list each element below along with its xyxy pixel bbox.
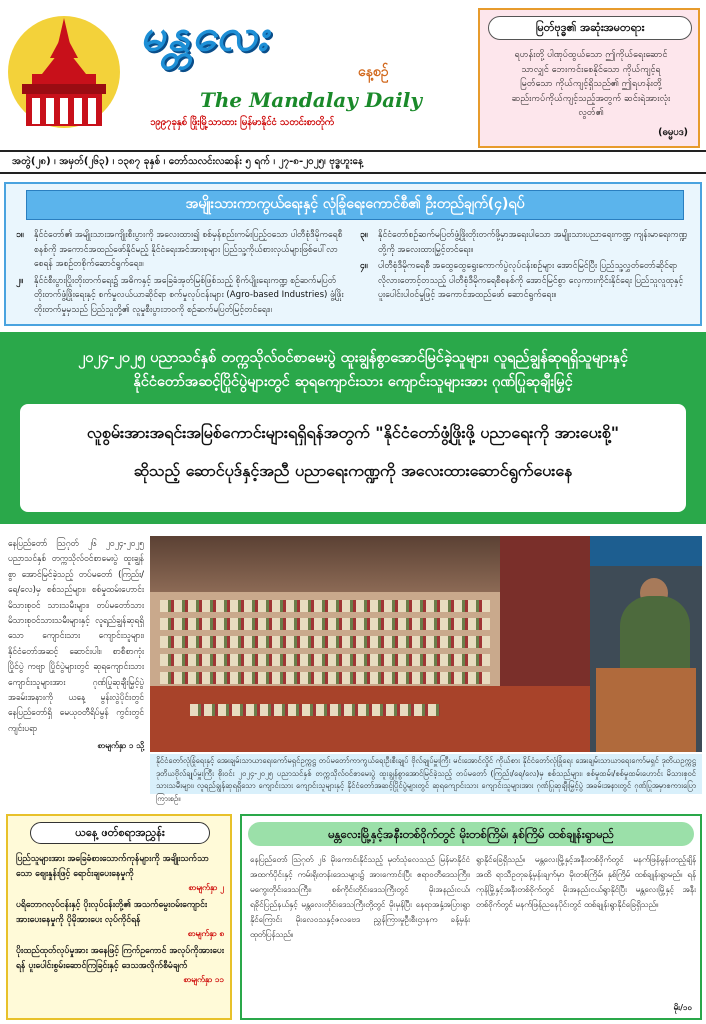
objective-item (16, 274, 346, 318)
dhamma-quote-line: ရဟန်းတို့ ပါဏုပ်ထွယ်သော ဤကိုယ်ရေးဆောင် (514, 50, 668, 60)
dhamma-quote-box (478, 8, 700, 148)
headline-line-1: ၂၀၂၄-၂၀၂၅ ပညာသင်နှစ် တက္ကသိုလ်ဝင်စာမေးပွဲ ထူးချွန်စွာအောင်မြင်ခဲ့သူများ၊ လူရည်ချွန်ဆုရရှိသူများနှင့် (78, 350, 628, 366)
speaker-podium (596, 668, 696, 752)
objectives-left-column (16, 228, 346, 319)
dhamma-quote-line: သာလျှင် ဘေးကင်းစေနိုင်သော ကိုယ်ကျင့်ရ (521, 64, 661, 75)
headline-quote-box (20, 404, 686, 512)
audience-row (160, 618, 490, 630)
index-page-ref: စာမျက်နှာ ၈ (187, 929, 224, 938)
objective-text: နိုင်ငံစီးပွားပြိုးတိုးတက်ရေး၌ အဓိကနှင့် အခြေခံအုတ်မြစ်ဖြစ်သည့် စိုက်ပျိုးရေးကဏ္ဍ စဉ်ဆက်မပြတ်တိုးတက်ဖွံ့ဖြိုးရေးနှင့် စက်မှုလယ်ယာဆိုင်ရာ စက်မှုလုပ်ငန်းများ (Agro-based Industries) ဖွံ့ဖြိုးတိုးတက်မှုမှသည် ပြည်သူတို့၏ လူမှုစီးပွားဘဝကို စဉ်ဆက်မပြတ်မြင့်တင်ရေး။ (34, 275, 344, 315)
dhamma-quote-source: (ဓမ္မပဒ) (658, 127, 688, 138)
audience-row (160, 654, 490, 666)
audience-row (160, 636, 490, 648)
lead-story-text: နေပြည်တော် ဩဂုတ် ၂၆ ၂၀၂၄-၂၀၂၅ ပညာသင်နှစ် တက္ကသိုလ်ဝင်စာမေးပွဲ ထူးချွန်စွာ အောင်မြင်ခဲ့သည့် တပ်မတော် (ကြည်း/ရေ/လေ)မှ စစ်သည်များ၊ စစ်မှုထမ်းဟောင်းမိသားစုဝင် သားသမီးများ၊ တပ်မတော်သားမိသားစုဝင်သားသမီးများနှင့် လူရည်ချွန်ဆုရရှိသော ကျောင်းသား ကျောင်းသူများ၊ နိုင်ငံတော်အဆင့် ဆောင်းပါး၊ စာစီစာကုံး ပြိုင်ပွဲ ကဗျာ ပြိုင်ပွဲများတွင် ဆုရကျောင်းသား ကျောင်းသူများအား ဂုဏ်ပြုဆုချီးမြှင့်ပွဲ အခမ်းအနားကို ယနေ့ မွန်းလွဲပိုင်းတွင် နေပြည်တော်ရှိ မေယုဝတီရိပ်မွန် ကွင်းတွင် ကျင်းပရာ (8, 538, 144, 733)
objectives-title: အမျိုးသားကာကွယ်ရေးနှင့် လုံခြုံရေးကောင်စီ၏ ဦးတည်ချက်(၄)ရပ် (26, 190, 684, 220)
objective-text: ပါတီစုံဒီမိုကရေစီ အထွေထွေရွေးကောက်ပွဲလုပ်ငန်းစဉ်များ အောင်မြင်ပြီး ပြည်သူ့လွှတ်တော်ဆိုင်ရာ လိုလားတောင့်တသည့် ပါတီစုံဒီမိုကရေစီစနစ်ကို အောင်မြင်စွာ လှေကားကိုင်းနိုင်ရေး ပြည်သူလူထုနှင့် ပူးပေါင်းပါဝင်မှုဖြင့် အကောင်အထည်ဖော် ဆောင်ရွက်ရေး။ (378, 261, 684, 300)
dhamma-quote-text (490, 48, 692, 121)
objective-text: နိုင်ငံတော်စဉ်ဆက်မပြတ်ဖွံ့ဖြိုးတိုးတက်ဖို့မှာအရေးပါသော အမျိုးသားပညာရေးကဏ္ဍ ကျန်းမာရေးကဏ္ဍတို့ကို အလေးထားမြှင့်တင်ရေး။ (378, 230, 688, 255)
issue-dateline: အတွဲ(၂၈) ၊ အမှတ်(၂၆၃) ၊ ၁၃၈၇ ခုနှစ် ၊ တော်သလင်းလဆန်း ၅ ရက် ၊ ၂၇-၈-၂၀၂၅၊ ဗုဒ္ဓဟူးနေ့ (0, 150, 706, 174)
index-page-ref: စာမျက်နှာ ၁၁ (183, 975, 224, 984)
photo-caption: နိုင်ငံတော်လုံခြုံရေးနှင့် အေးချမ်းသာယာရေးကော်မရှင်ဥက္ကဋ္ဌ တပ်မတော်ကာကွယ်ရေးဦးစီးချုပ် ဗိုလ်ချုပ်မှူးကြီး မင်းအောင်လှိုင် ကိုယ်စား နိုင်ငံတော်လုံခြုံရေး အေးချမ်းသာယာရေးကော်မရှင် ဒုတိယဥက္ကဋ္ဌ ဒုတိယဗိုလ်ချုပ်မှူးကြီး စိုးဝင်း ၂၀၂၄-၂၀၂၅ ပညာသင်နှစ် တက္ကသိုလ်ဝင်စာမေးပွဲ ထူးချွန်စွာအောင်မြင်ခဲ့သည့် တပ်မတော် (ကြည်း/ရေ/လေ)မှ စစ်သည်များ၊ စစ်မှုထမ်း/စစ်မှုထမ်းဟောင်း မိသားစုဝင် သားသမီးများ၊ လူရည်ချွန်ဆုရရှိသော ကျောင်းသား ကျောင်းသူများနှင့် နိုင်ငံတော်အဆင့်ပြိုင်ပွဲများတွင် ဆုရကျောင်းသား ကျောင်းသူများအား ဂုဏ်ပြုဆုချီးမြှင့်ပွဲ အခမ်းအနားတွင် ဂုဏ်ပြုအမှာစကားပြောကြားစဉ်။ (150, 754, 702, 794)
headline-quote-line-1: လူစွမ်းအားအရင်းအမြစ်ကောင်းများရရှိရန်အတွက် "နိုင်ငံတော်ဖွံ့ဖြိုးဖို့ ပညာရေးကို အားပေးစို့" (86, 423, 620, 442)
dhamma-quote-line: လွတ်၏ (578, 108, 604, 118)
weather-story-title: မန္တလေးမြို့နှင့်အနီးတစ်ဝိုက်တွင် မိုးတစ်ကြိမ်၊ နှစ်ကြိမ် ထစ်ချုန်းရွာမည် (248, 822, 694, 846)
lead-story-body (8, 536, 144, 792)
index-item[interactable]: ပြည်သူများအား အခြေခံစားသောက်ကုန်များကို အချိုးသက်သာသော ဈေးနှုန်းဖြင့် ရောင်းချပေးနေမှုကို (16, 854, 209, 879)
main-headline-banner (0, 332, 706, 524)
front-row (190, 704, 440, 716)
audience-row (160, 672, 490, 684)
objective-number: ၄။ (360, 261, 368, 271)
palace-logo-icon (6, 14, 126, 132)
speaker-figure (620, 596, 690, 676)
objective-item (360, 228, 690, 257)
index-item[interactable]: ပိုးထည်ထုတ်လုပ်မှုအား အနေဖြင့် ကြက်ဥကောင် အလုပ်ကိုအားပေးရန် ပူးပေါင်းစွမ်းဆောင်ကြခြင်းနှင့် ဒေသအလိုက်စီမံချက် (16, 946, 224, 971)
masthead-tagline: ၁၉၉၇ခုနှစ် ဖြိုးမြို့သာထား မြန်မာနိုင်ငံ သတင်းစာတိုက် (150, 117, 335, 128)
weather-story-continued: မိုး/၁၀ (673, 1003, 692, 1012)
objective-number: ၁။ (16, 230, 24, 240)
ceremony-hall-photo (150, 536, 590, 752)
weather-story-right: ရွာနိုင်ခြေရှိသည်။ မန္တလေးမြို့နှင့်အနီးတစ်ဝိုက်တွင် မနက်ဖြန်မွန်းတည့်ချိန်အထိ ရာသီဥတုခန့်မှန်းချက်မှာ မိုးတစ်ကြိမ်၊ နှစ်ကြိမ် ထစ်ချုန်းရွာမည်။ ရန်ကုန်မြို့နှင့်အနီးတစ်ဝိုက်တွင် မိုးအနည်းငယ်ရွာနိုင်ပြီး မန္တလေးမြို့နှင့် အနီးတစ်ဝိုက်တွင် မနက်ဖြန်ညနေပိုင်းတွင် ထစ်ချုန်းရွာနိုင်ခြေရှိသည်။ (476, 855, 696, 909)
weather-story-left: နေပြည်တော် ဩဂုတ် ၂၆ မိုးကောင်းနိုင်သည့် မုတ်သုံလေသည် မြန်မာနိုင်ငံ အထက်ပိုင်းနှင့် ကမ်းရိုးတန်းဒေသများ၌ အားကောင်းပြီး ဧရာဝတီဒေသကြီး၊ မကွေးတိုင်းဒေသကြီး၊ စစ်ကိုင်းတိုင်းဒေသကြီးတွင် မိုးအနည်းငယ်၊ ရခိုင်ပြည်နယ်နှင့် မန္တလေးတိုင်းဒေသကြီးတို့တွင် မိုးမှန်ပြီး နေရာအနှံ့အပြားရွာနိုင်ကြောင်း မိုးလေဝသနှင့်ဇလဗေဒ ညွှန်ကြားမှုဦးစီးဌာနက ခန့်မှန်းထုတ်ပြန်သည်။ (250, 855, 470, 939)
hall-carpet (150, 686, 590, 752)
index-list (16, 852, 224, 990)
weather-story (240, 814, 702, 1020)
index-item[interactable]: ပရိဘောဂလုပ်ငန်းနှင့် ပိုးလုပ်ငန်းတို့၏ အသက်မွေးဝမ်းကျောင်းအားပေးနေမှုကို ပိုမိုအားပေး လုပ်ကိုင်ရန် (16, 900, 208, 925)
todays-index-box (6, 814, 232, 1020)
headline-quote-line-2: ဆိုသည့် ဆောင်ပုဒ်နှင့်အညီ ပညာရေးကဏ္ဍကို အလေးထားဆောင်ရွက်ပေးနေ (133, 461, 573, 480)
audience-row (160, 600, 490, 612)
objective-item (360, 259, 690, 303)
dhamma-quote-line: မြတ်သော ကိုယ်ကျင့်ရှိသည်၏ ဤရဟန်းတို့ (520, 79, 662, 89)
objectives-right-column (360, 228, 690, 305)
inset-banner (590, 536, 702, 566)
dhamma-quote-title: မြတ်ဗုဒ္ဓ၏ အဆုံးအမတရား (488, 16, 692, 40)
lead-story-continued: စာမျက်နှာ ၁ သို့ (97, 741, 144, 751)
masthead-title-english: The Mandalay Daily (200, 88, 422, 112)
masthead (0, 0, 706, 150)
masthead-daily-label: နေ့စဉ် (358, 64, 389, 80)
objective-item (16, 228, 346, 272)
objective-number: ၂။ (16, 275, 23, 286)
masthead-title-myanmar: မန္တလေး (140, 10, 271, 61)
speaker-photo (590, 536, 702, 752)
index-title: ယနေ့ ဖတ်စရာအညွှန်း (30, 822, 210, 844)
dhamma-quote-line: ဆည်းကပ်ကိုယ်ကျင့်သည့်အတွက် ဆင်းရဲအားလုံး (511, 93, 671, 104)
index-page-ref: စာမျက်နှာ ၂ (188, 883, 224, 892)
headline-line-2: နိုင်ငံတော်အဆင့်ပြိုင်ပွဲများတွင် ဆုရကျောင်းသား ကျောင်းသူများအား ဂုဏ်ပြုဆုချီးမြှင့် (133, 374, 573, 390)
objective-number: ၃။ (360, 230, 368, 240)
objective-text: နိုင်ငံတော်၏ အမျိုးသားအကျိုးစီးပွားကို အလေးထား၍ စစ်မှန်စည်းကမ်းပြည့်ဝသော ပါတီစုံဒီမိုကရေစီစနစ်ကို အကောင်အထည်ဖော်နိုင်မည့် နိုင်ငံရေးအင်အားစုများ ပြည်သူ့ကိုယ်စားလှယ်များဖြစ်ပေါ်လာစေရန် အစဉ်တစိုက်ဆောင်ရွက်ရေး။ (34, 230, 343, 269)
objectives-box (4, 182, 702, 326)
